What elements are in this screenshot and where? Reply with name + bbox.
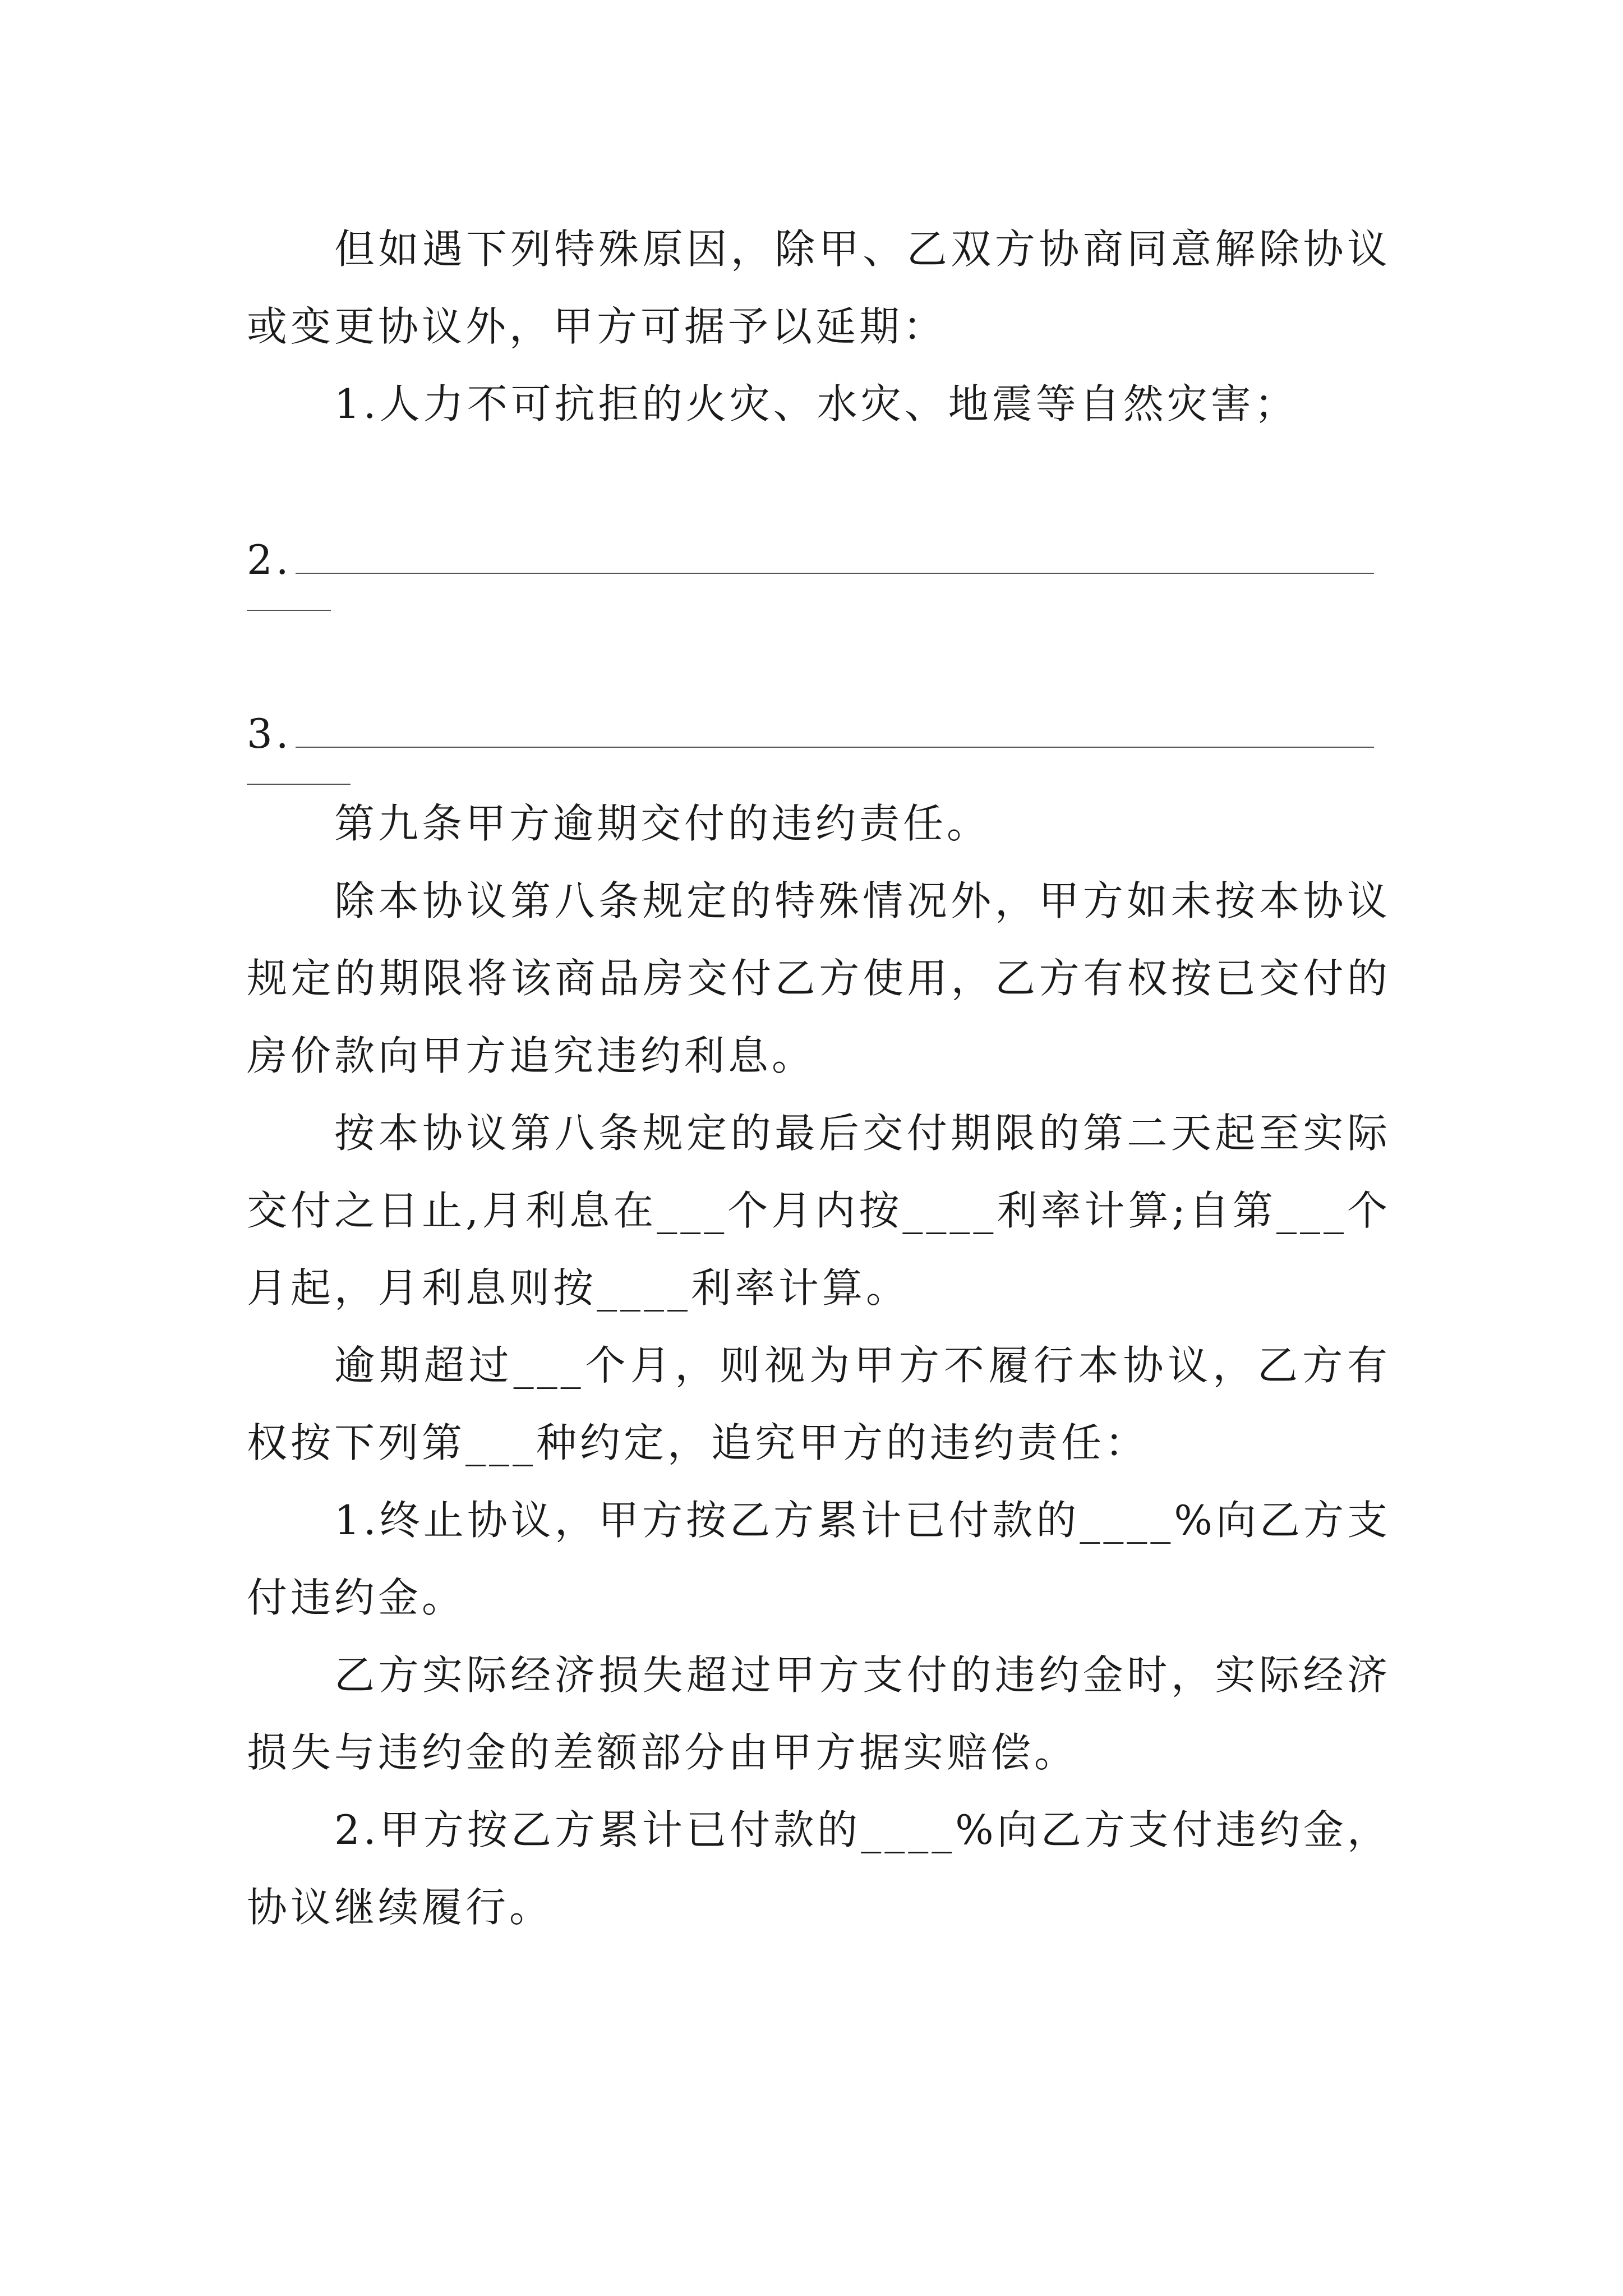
article-9-heading: 第九条甲方逾期交付的违约责任。 [334, 800, 991, 847]
paragraph-interest-calculation: 按本协议第八条规定的最后交付期限的第二天起至实际交付之日止,月利息在___个月内按____利率计算;自第___个月起，月利息则按____利率计算。 [247, 1110, 1391, 1312]
paragraph-late-delivery: 除本协议第八条规定的特殊情况外，甲方如未按本协议规定的期限将该商品房交付乙方使用，乙方有权按已交付的房价款向甲方追究违约利息。 [247, 877, 1391, 1079]
paragraph-extension-conditions: 但如遇下列特殊原因，除甲、乙双方协商同意解除协议或变更协议外，甲方可据予以延期： [247, 226, 1391, 350]
paragraph-overdue-months: 逾期超过___个月，则视为甲方不履行本协议，乙方有权按下列第___种约定，追究甲方的违约责任： [247, 1342, 1391, 1466]
paragraph-option-1-terminate: 1.终止协议，甲方按乙方累计已付款的____%向乙方支付违约金。 [247, 1497, 1391, 1621]
blank-item-3 [247, 695, 1391, 785]
fill-in-line [296, 539, 1374, 574]
fill-in-line [296, 713, 1374, 748]
paragraph-option-2-continue: 2.甲方按乙方累计已付款的____%向乙方支付违约金，协议继续履行。 [247, 1806, 1391, 1931]
fill-in-line-continuation [247, 610, 331, 611]
blank-item-number: 2. [247, 536, 292, 583]
paragraph-compensation: 乙方实际经济损失超过甲方支付的违约金时，实际经济损失与违约金的差额部分由甲方据实赔偿。 [247, 1651, 1391, 1776]
fill-in-line-continuation [247, 784, 351, 785]
blank-item-2 [247, 521, 1391, 611]
paragraph-item-1-force-majeure: 1.人力不可抗拒的火灾、水灾、地震等自然灾害； [334, 380, 1298, 427]
blank-item-number: 3. [247, 710, 292, 757]
document-body [247, 210, 1391, 1946]
